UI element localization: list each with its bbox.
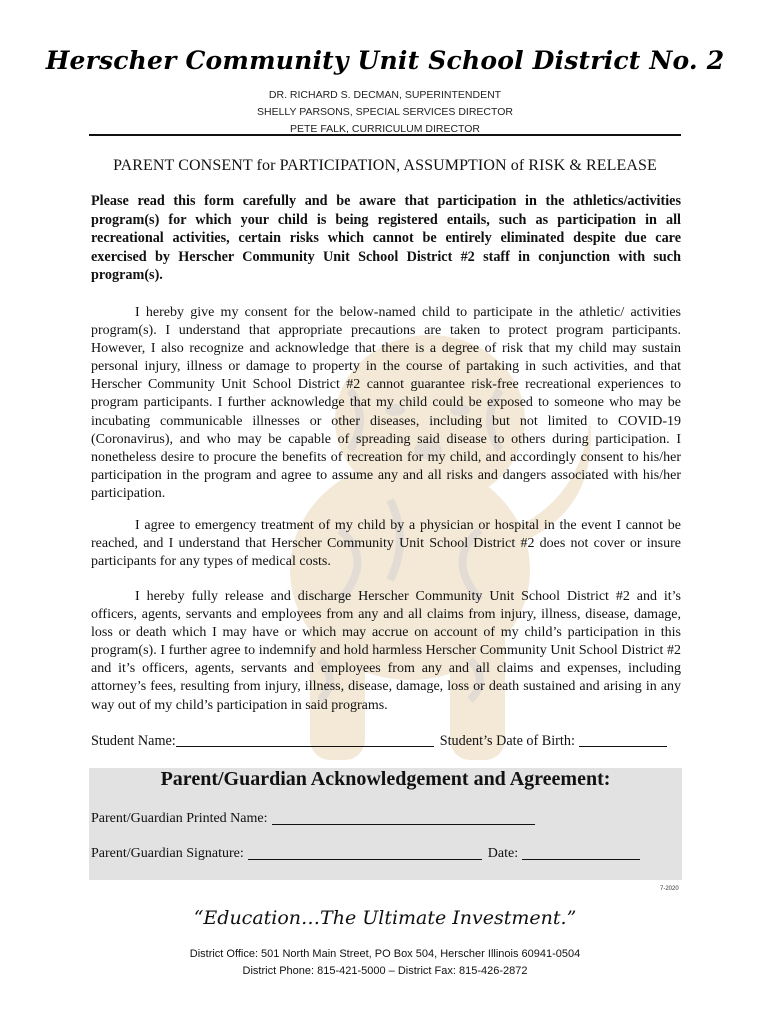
- signature-label: Parent/Guardian Signature:: [91, 846, 244, 861]
- superintendent-line: DR. RICHARD S. DECMAN, SUPERINTENDENT: [268, 89, 502, 101]
- student-info-row: [91, 733, 681, 750]
- signature-row: [91, 846, 640, 862]
- date-label: Date:: [487, 846, 519, 861]
- student-name-label: Student Name:: [91, 733, 176, 749]
- acknowledgement-title: Parent/Guardian Acknowledgement and Agreement:: [160, 768, 611, 790]
- consent-paragraph: I hereby give my consent for the below-named child to participate in the athletic/ activities program(s). I understand that appropriate precautions are taken to protect program participants. However, I also recognize and acknowledge that there is a degree of risk that my child may sustain personal injury, illness or damage to property in the course of partaking in such activities, and that Herscher Community Unit School District #2 cannot guarantee risk-free recreational experiences to program participants. I further acknowledge that my child could be exposed to someone who may be incubating communicable illnesses or other diseases, including but not limited to COVID-19 (Coronavirus), and who may be capable of spreading said disease to others during participation. I nonetheless desire to procure the benefits of recreation for my child, and accordingly consent to his/her participation in the program and agree to assume any and all risks and dangers associated with his/her participation.: [91, 305, 681, 501]
- acknowledgement-section: [89, 768, 682, 880]
- special-services-director-line: SHELLY PARSONS, SPECIAL SERVICES DIRECTOR: [257, 106, 513, 118]
- curriculum-director-line: PETE FALK, CURRICULUM DIRECTOR: [290, 123, 480, 135]
- district-title: Herscher Community Unit School District No. 2: [45, 46, 725, 75]
- student-dob-label: Student’s Date of Birth:: [439, 733, 575, 749]
- warning-paragraph: Please read this form carefully and be aware that participation in the athletics/activities program(s) for which your child is being registered entails, such as participation in all recreational activities, certain risks which cannot be entirely eliminated despite due care exercised by Herscher Community Unit School District #2 staff in conjunction with such program(s).: [91, 193, 681, 284]
- emergency-treatment-paragraph: I agree to emergency treatment of my child by a physician or hospital in the event I cannot be reached, and I understand that Herscher Community Unit School District #2 does not cover or insure participants for any types of medical costs.: [91, 518, 681, 570]
- district-phone-fax: District Phone: 815-421-5000 – District Fax: 815-426-2872: [242, 965, 528, 977]
- revision-date: 7-2020: [660, 886, 679, 892]
- signature-field[interactable]: [248, 846, 482, 860]
- student-dob-field[interactable]: [579, 733, 667, 747]
- date-field[interactable]: [522, 846, 640, 860]
- district-motto: “Education…The Ultimate Investment.”: [193, 907, 577, 929]
- printed-name-label: Parent/Guardian Printed Name:: [91, 811, 268, 826]
- printed-name-field[interactable]: [272, 811, 535, 825]
- form-title: PARENT CONSENT for PARTICIPATION, ASSUMPTION of RISK & RELEASE: [113, 157, 657, 174]
- header-divider: [89, 134, 681, 136]
- student-name-field[interactable]: [176, 733, 434, 747]
- release-paragraph: I hereby fully release and discharge Herscher Community Unit School District #2 and it’s officers, agents, servants and employees from any and all claims from injury, illness, disease, damage, loss or death which I may have or which may accrue on account of my child’s participation in this program(s). I further agree to indemnify and hold harmless Herscher Community Unit School District #2 and it’s officers, agents, servants and employees from any and all claims and expenses, including attorney’s fees, resulting from injury, illness, disease, damage, loss or death sustained and arising in any way out of my child’s participation in said programs.: [91, 589, 681, 713]
- staff-list: [0, 87, 770, 138]
- printed-name-row: [91, 811, 535, 827]
- footer-contact: [0, 946, 770, 980]
- district-office-address: District Office: 501 North Main Street, PO Box 504, Herscher Illinois 60941-0504: [189, 948, 581, 960]
